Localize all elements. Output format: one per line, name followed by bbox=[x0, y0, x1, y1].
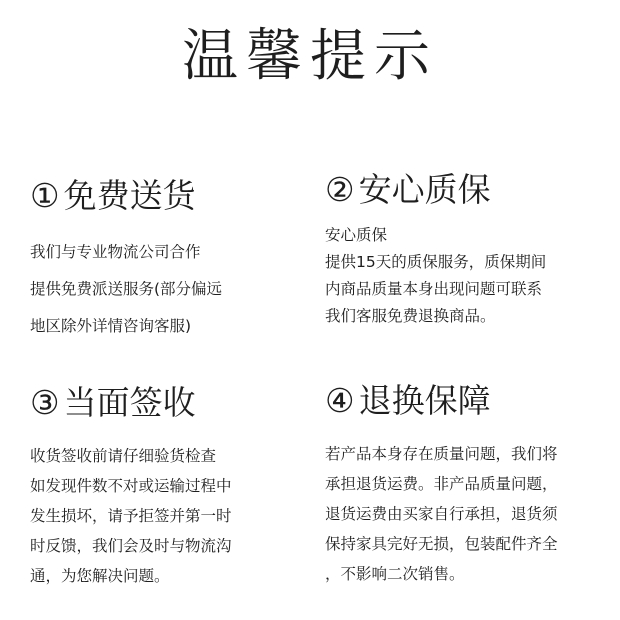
body-line: 地区除外详情咨询客服) bbox=[30, 317, 192, 335]
section-heading bbox=[30, 176, 222, 216]
body-line: 提供15天的质保服务，质保期间 bbox=[325, 253, 547, 271]
section-heading bbox=[30, 383, 232, 423]
body-line: 通，为您解决问题。 bbox=[30, 567, 170, 585]
section-heading bbox=[325, 170, 546, 210]
body-line: 保持家具完好无损，包装配件齐全 bbox=[325, 535, 558, 553]
circled-number-4: ④ bbox=[325, 381, 355, 420]
body-line: 如发现件数不对或运输过程中 bbox=[30, 477, 232, 495]
heading-text: 退换保障 bbox=[358, 381, 491, 420]
body-line: 若产品本身存在质量问题，我们将 bbox=[325, 445, 558, 463]
page-title: 温馨提示 bbox=[182, 24, 438, 89]
body-line: 我们客服免费退换商品。 bbox=[325, 307, 496, 325]
body-line: 内商品质量本身出现问题可联系 bbox=[325, 280, 543, 298]
body-line: 安心质保 bbox=[325, 226, 388, 244]
circled-number-2: ② bbox=[325, 170, 355, 209]
body-line: 发生损坏，请予拒签并第一时 bbox=[30, 507, 232, 525]
body-line: 承担退货运费。非产品质量问题， bbox=[325, 475, 558, 493]
heading-text: 免费送货 bbox=[63, 176, 196, 215]
section-body bbox=[325, 222, 546, 330]
heading-text: 当面签收 bbox=[63, 383, 196, 422]
section-return-guarantee bbox=[325, 381, 558, 589]
body-line: 收货签收前请仔细验货检查 bbox=[30, 447, 217, 465]
section-body bbox=[30, 441, 232, 591]
section-body bbox=[325, 439, 558, 589]
body-line: 时反馈，我们会及时与物流沟 bbox=[30, 537, 232, 555]
section-free-delivery bbox=[30, 176, 222, 345]
section-sign-on-delivery bbox=[30, 383, 232, 591]
body-line: 提供免费派送服务(部分偏远 bbox=[30, 280, 223, 298]
circled-number-1: ① bbox=[30, 176, 60, 215]
section-heading bbox=[325, 381, 558, 421]
body-line: 退货运费由买家自行承担，退货须 bbox=[325, 505, 558, 523]
body-line: ，不影响二次销售。 bbox=[325, 565, 465, 583]
section-body bbox=[30, 234, 222, 345]
section-warranty bbox=[325, 170, 546, 330]
body-line: 我们与专业物流公司合作 bbox=[30, 243, 201, 261]
circled-number-3: ③ bbox=[30, 383, 60, 422]
heading-text: 安心质保 bbox=[358, 170, 491, 209]
